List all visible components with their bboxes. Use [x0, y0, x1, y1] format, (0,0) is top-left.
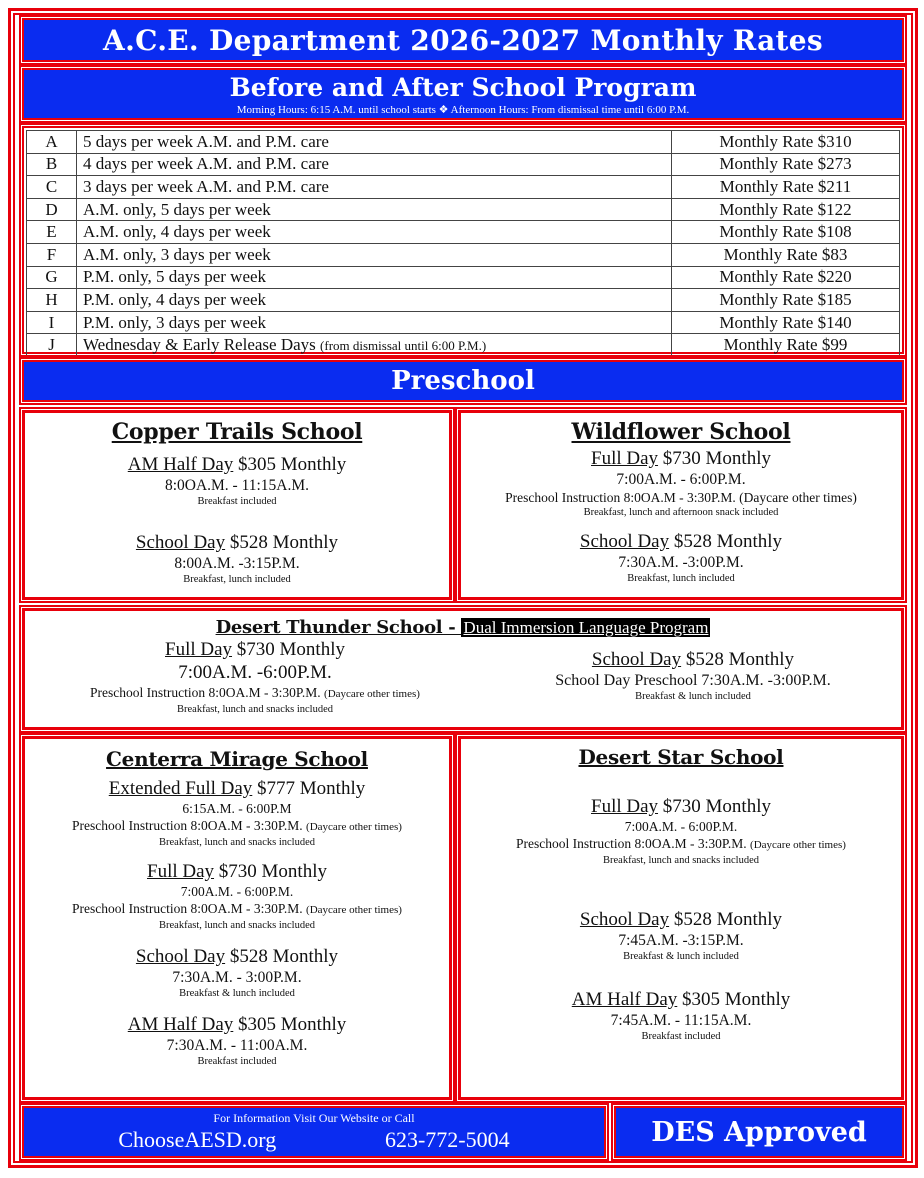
rate-code: E	[27, 221, 77, 244]
plan-included: Breakfast included	[197, 1056, 277, 1067]
rate-description: A.M. only, 4 days per week	[77, 221, 672, 244]
rate-code: G	[27, 266, 77, 289]
school-name: Centerra Mirage School	[106, 747, 368, 771]
rate-amount: Monthly Rate $99	[672, 334, 900, 357]
school-card-wildflower	[458, 410, 904, 600]
plan-hours: 7:00A.M. - 6:00P.M.	[616, 471, 746, 488]
rate-amount: Monthly Rate $220	[672, 266, 900, 289]
table-row	[27, 334, 900, 357]
school-name: Wildflower School	[571, 419, 791, 445]
table-row	[27, 266, 900, 289]
plan-hours: 7:00A.M. - 6:00P.M.	[624, 819, 738, 834]
rate-note: (from dismissal until 6:00 P.M.)	[320, 337, 487, 353]
rate-code: D	[27, 198, 77, 221]
plan-instruction: Preschool Instruction 8:0OA.M - 3:30P.M. (Daycare other times)	[505, 490, 857, 505]
plan-hours: 7:45A.M. -3:15P.M.	[618, 932, 744, 949]
plan-included: Breakfast, lunch and snacks included	[177, 704, 333, 715]
rate-amount: Monthly Rate $273	[672, 153, 900, 176]
plan-column-left	[25, 638, 485, 717]
plan-hours: School Day Preschool 7:30A.M. -3:00P.M.	[555, 672, 831, 689]
plan-included: Breakfast, lunch included	[627, 573, 735, 584]
rate-amount: Monthly Rate $83	[672, 243, 900, 266]
program-banner	[22, 68, 904, 120]
table-row	[27, 176, 900, 199]
rate-description: A.M. only, 5 days per week	[77, 198, 672, 221]
rate-description: A.M. only, 3 days per week	[77, 243, 672, 266]
table-row	[27, 131, 900, 154]
rate-sheet	[8, 8, 918, 1168]
rate-description: P.M. only, 5 days per week	[77, 266, 672, 289]
program-hours: Morning Hours: 6:15 A.M. until school starts ❖ Afternoon Hours: From dismissal time until 6:00 P.M.	[236, 104, 690, 116]
plan-title: School Day $528 Monthly	[135, 532, 339, 553]
rate-description: 3 days per week A.M. and P.M. care	[77, 176, 672, 199]
plan-hours: 7:30A.M. -3:00P.M.	[618, 554, 744, 571]
plan-included: Breakfast, lunch included	[183, 574, 291, 585]
rate-code: A	[27, 131, 77, 154]
phone-number[interactable]: 623-772-5004	[384, 1127, 510, 1152]
program-title: Before and After School Program	[229, 73, 697, 102]
rate-code: I	[27, 311, 77, 334]
plan-hours: 7:00A.M. - 6:00P.M.	[180, 884, 294, 899]
rate-description: Wednesday & Early Release Days (from dismissal until 6:00 P.M.)	[77, 334, 672, 357]
page-title: A.C.E. Department 2026-2027 Monthly Rates	[103, 23, 823, 57]
dual-immersion-badge: Dual Immersion Language Program	[463, 618, 709, 637]
preschool-title: Preschool	[391, 366, 535, 396]
rate-code: H	[27, 289, 77, 312]
plan-title: Full Day $730 Monthly	[147, 861, 327, 882]
rate-description: 4 days per week A.M. and P.M. care	[77, 153, 672, 176]
plan-title: Full Day $730 Monthly	[591, 796, 771, 817]
contact-banner	[22, 1106, 606, 1158]
plan-hours: 7:00A.M. -6:00P.M.	[178, 662, 332, 683]
table-row	[27, 198, 900, 221]
plan-title: School Day $528 Monthly	[591, 649, 795, 670]
plan-title: School Day $528 Monthly	[579, 909, 783, 930]
des-approved-banner	[614, 1106, 904, 1158]
plan-instruction: Preschool Instruction 8:0OA.M - 3:30P.M. (Daycare other times)	[516, 836, 846, 851]
plan-title: Full Day $730 Monthly	[591, 448, 771, 469]
des-approved-label: DES Approved	[651, 1116, 867, 1148]
rate-amount: Monthly Rate $122	[672, 198, 900, 221]
header-banner	[22, 18, 904, 62]
school-card-copper-trails	[22, 410, 452, 600]
plan-included: Breakfast, lunch and snacks included	[159, 920, 315, 931]
plan-included: Breakfast, lunch and snacks included	[603, 855, 759, 866]
plan-title: AM Half Day $305 Monthly	[127, 1014, 347, 1035]
plan-included: Breakfast included	[197, 496, 277, 507]
plan-title: Extended Full Day $777 Monthly	[108, 778, 366, 799]
plan-included: Breakfast, lunch and afternoon snack included	[583, 507, 779, 518]
plan-hours: 7:30A.M. - 11:00A.M.	[166, 1037, 308, 1054]
school-card-centerra-mirage	[22, 736, 452, 1100]
rate-code: B	[27, 153, 77, 176]
rate-amount: Monthly Rate $211	[672, 176, 900, 199]
plan-included: Breakfast included	[641, 1031, 721, 1042]
rate-amount: Monthly Rate $108	[672, 221, 900, 244]
plan-instruction: Preschool Instruction 8:0OA.M - 3:30P.M. (Daycare other times)	[90, 685, 420, 700]
website-link[interactable]: ChooseAESD.org	[118, 1127, 277, 1152]
table-row	[27, 289, 900, 312]
plan-title: AM Half Day $305 Monthly	[127, 454, 347, 475]
plan-hours: 6:15A.M. - 6:00P.M	[182, 801, 292, 816]
rate-code: C	[27, 176, 77, 199]
plan-included: Breakfast & lunch included	[179, 988, 295, 999]
school-name: Copper Trails School	[111, 419, 363, 445]
contact-label: For Information Visit Our Website or Call	[213, 1111, 415, 1125]
plan-title: AM Half Day $305 Monthly	[571, 989, 791, 1010]
school-name: Desert Thunder School -	[215, 617, 462, 638]
rate-code: F	[27, 243, 77, 266]
rate-description: 5 days per week A.M. and P.M. care	[77, 131, 672, 154]
plan-included: Breakfast & lunch included	[623, 951, 739, 962]
plan-column-right	[485, 638, 901, 717]
table-row	[27, 221, 900, 244]
rate-description: P.M. only, 3 days per week	[77, 311, 672, 334]
plan-title: School Day $528 Monthly	[135, 946, 339, 967]
plan-hours: 8:0OA.M. - 11:15A.M.	[164, 477, 310, 494]
table-row	[27, 311, 900, 334]
rates-table-container	[22, 126, 904, 354]
plan-title: School Day $528 Monthly	[579, 531, 783, 552]
rate-description: P.M. only, 4 days per week	[77, 289, 672, 312]
school-card-desert-thunder	[22, 608, 904, 730]
table-row	[27, 153, 900, 176]
plan-hours: 7:45A.M. - 11:15A.M.	[610, 1012, 752, 1029]
school-name: Desert Star School	[578, 745, 784, 769]
plan-hours: 7:30A.M. - 3:00P.M.	[172, 969, 302, 986]
plan-hours: 8:00A.M. -3:15P.M.	[174, 555, 300, 572]
plan-title: Full Day $730 Monthly	[165, 639, 345, 660]
rate-code: J	[27, 334, 77, 357]
rate-amount: Monthly Rate $310	[672, 131, 900, 154]
preschool-banner	[22, 360, 904, 402]
table-row	[27, 243, 900, 266]
plan-instruction: Preschool Instruction 8:0OA.M - 3:30P.M. (Daycare other times)	[72, 818, 402, 833]
school-card-desert-star	[458, 736, 904, 1100]
rate-amount: Monthly Rate $185	[672, 289, 900, 312]
plan-included: Breakfast & lunch included	[635, 691, 751, 702]
rate-amount: Monthly Rate $140	[672, 311, 900, 334]
plan-included: Breakfast, lunch and snacks included	[159, 837, 315, 848]
plan-instruction: Preschool Instruction 8:0OA.M - 3:30P.M. (Daycare other times)	[72, 901, 402, 916]
rates-table	[26, 130, 900, 357]
school-heading	[25, 617, 901, 638]
